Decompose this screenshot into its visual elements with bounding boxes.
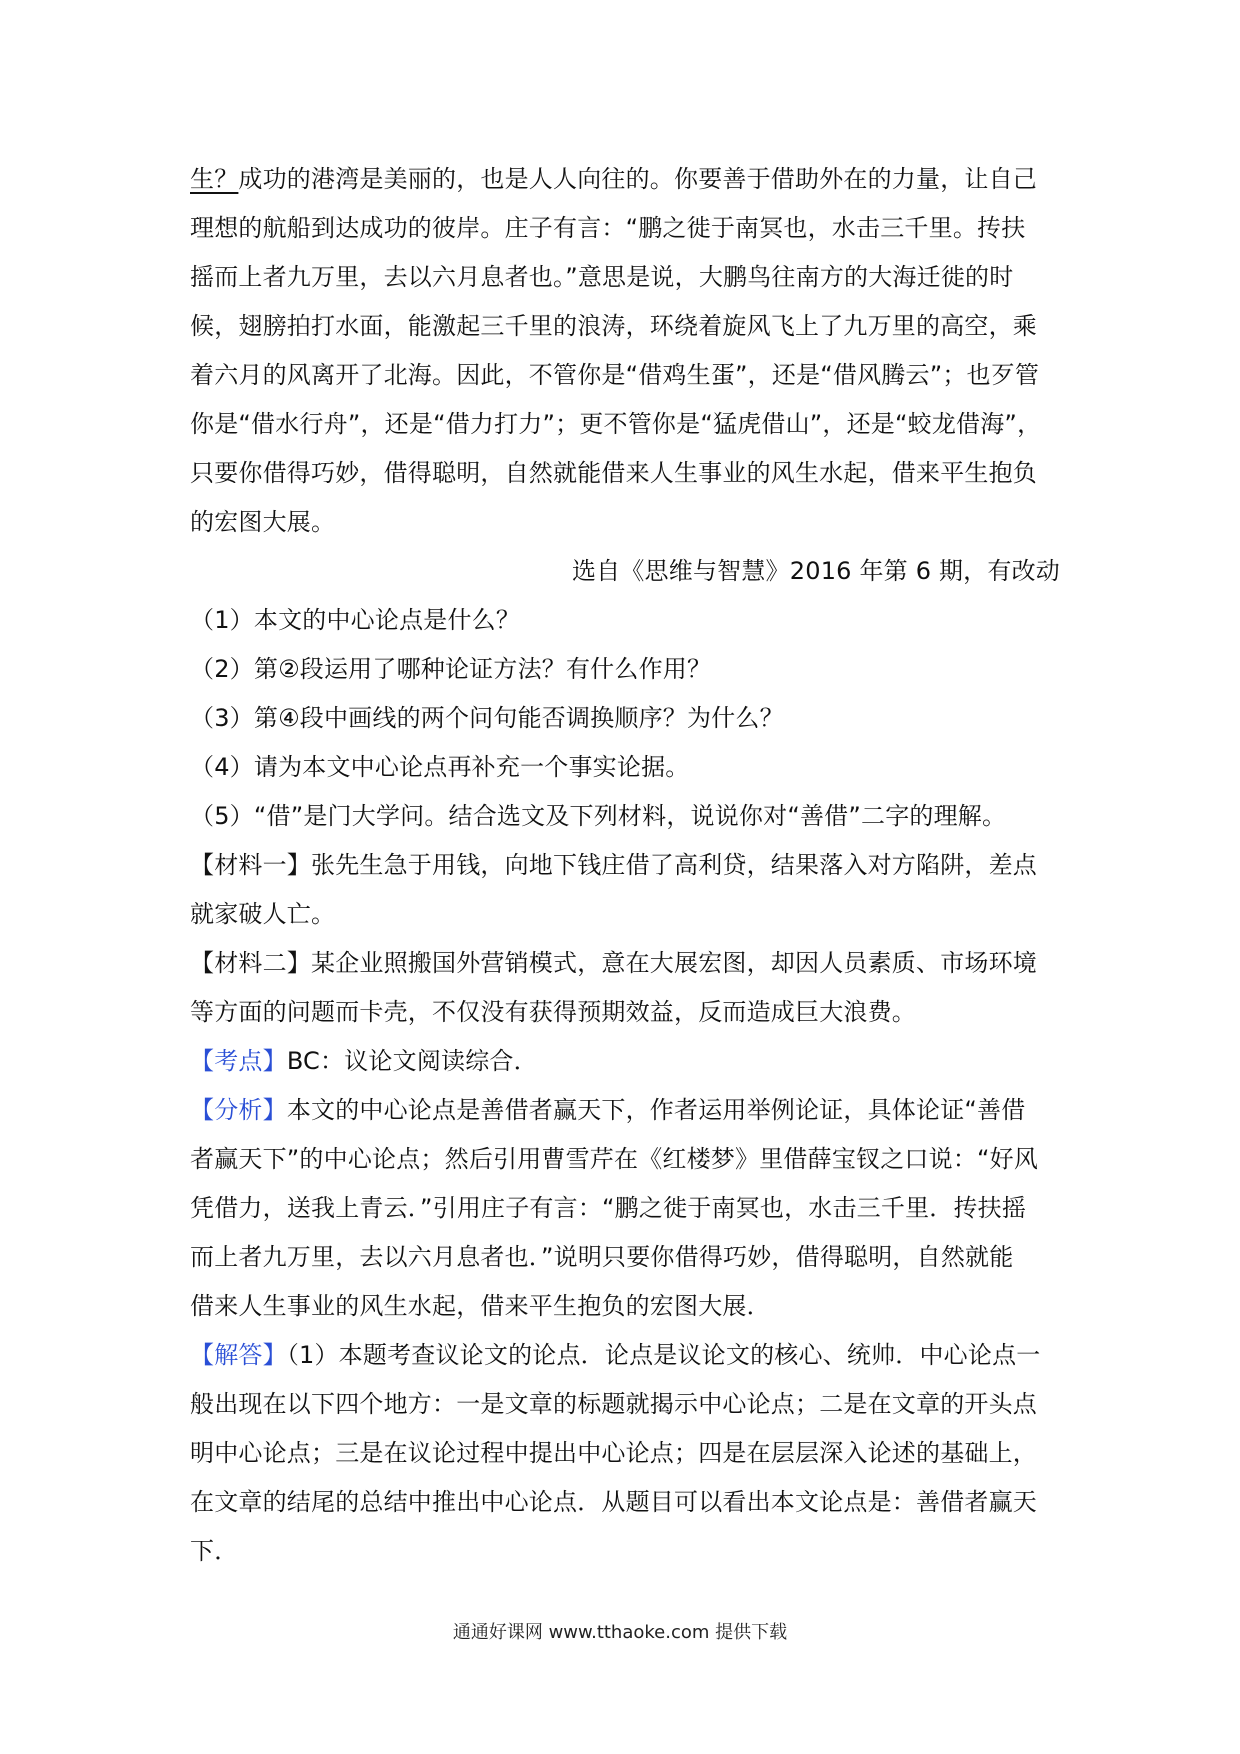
- document-page: [190, 155, 1060, 1576]
- material-1-line-1: 【材料一】张先生急于用钱，向地下钱庄借了高利贷，结果落入对方陷阱，差点: [190, 851, 1037, 879]
- material-1-tag: 【材料一】: [190, 851, 311, 879]
- question-1: （1）本文的中心论点是什么？: [190, 606, 521, 634]
- passage-line-2: 理想的航船到达成功的彼岸。庄子有言：“鹏之徙于南冥也，水击三千里。抟扶: [190, 214, 1026, 242]
- jieda-tag: 【解答】: [190, 1341, 287, 1369]
- material-2-line-1: 【材料二】某企业照搬国外营销模式，意在大展宏图，却因人员素质、市场环境: [190, 949, 1037, 977]
- page-footer: 通通好课网 www.tthaoke.com 提供下载: [452, 1622, 788, 1643]
- material-2-line-2: 等方面的问题而卡壳，不仅没有获得预期效益，反而造成巨大浪费。: [190, 998, 916, 1026]
- jieda-line-3: 明中心论点；三是在议论过程中提出中心论点；四是在层层深入论述的基础上，: [190, 1439, 1037, 1467]
- passage-line-5: 着六月的风离开了北海。因此，不管你是“借鸡生蛋”，还是“借风腾云”；也歹管: [190, 361, 1040, 389]
- source-citation: 选自《思维与智慧》2016 年第 6 期，有改动: [571, 557, 1060, 585]
- passage-line-8: 的宏图大展。: [190, 508, 336, 536]
- passage-line-1: 生？成功的港湾是美丽的，也是人人向往的。你要善于借助外在的力量，让自己: [190, 165, 1038, 193]
- question-4: （4）请为本文中心论点再补充一个事实论据。: [190, 753, 690, 781]
- material-1-line-2: 就家破人亡。: [190, 900, 336, 928]
- passage-line-6: 你是“借水行舟”，还是“借力打力”；更不管你是“猛虎借山”，还是“蛟龙借海”，: [190, 410, 1042, 438]
- fenxi-tag: 【分析】: [190, 1096, 287, 1124]
- passage-line-3: 摇而上者九万里，去以六月息者也。”意思是说，大鹏鸟往南方的大海迁徙的时: [190, 263, 1014, 291]
- underlined-question-end: 生？: [190, 165, 239, 193]
- jieda-line-2: 般出现在以下四个地方：一是文章的标题就揭示中心论点；二是在文章的开头点: [190, 1390, 1037, 1418]
- kaodian-tag: 【考点】: [190, 1047, 287, 1075]
- fenxi-line-3: 凭借力，送我上青云．”引用庄子有言：“鹏之徙于南冥也，水击三千里．抟扶摇: [190, 1194, 1027, 1222]
- jieda-line-5: 下．: [190, 1537, 239, 1565]
- passage-line-4: 候，翅膀拍打水面，能激起三千里的浪涛，环绕着旋风飞上了九万里的高空，乘: [190, 312, 1037, 340]
- material-2-tag: 【材料二】: [190, 949, 311, 977]
- fenxi-line-5: 借来人生事业的风生水起，借来平生抱负的宏图大展．: [190, 1292, 771, 1320]
- question-5: （5）“借”是门大学问。结合选文及下列材料，说说你对“善借”二字的理解。: [190, 802, 1007, 830]
- jieda-line-4: 在文章的结尾的总结中推出中心论点．从题目可以看出本文论点是：善借者赢天: [190, 1488, 1037, 1516]
- jieda-line-1: 【解答】（1）本题考查议论文的论点．论点是议论文的核心、统帅．中心论点一: [190, 1341, 1041, 1369]
- kaodian-line: 【考点】BC：议论文阅读综合．: [190, 1047, 538, 1075]
- fenxi-line-1: 【分析】本文的中心论点是善借者赢天下，作者运用举例论证，具体论证“善借: [190, 1096, 1026, 1124]
- question-3: （3）第④段中画线的两个问句能否调换顺序？为什么？: [190, 704, 784, 732]
- fenxi-line-4: 而上者九万里，去以六月息者也．”说明只要你借得巧妙，借得聪明，自然就能: [190, 1243, 1014, 1271]
- question-2: （2）第②段运用了哪种论证方法？有什么作用？: [190, 655, 712, 683]
- fenxi-line-2: 者赢天下”的中心论点；然后引用曹雪芹在《红楼梦》里借薛宝钗之口说：“好风: [190, 1145, 1039, 1173]
- passage-line-7: 只要你借得巧妙，借得聪明，自然就能借来人生事业的风生水起，借来平生抱负: [190, 459, 1037, 487]
